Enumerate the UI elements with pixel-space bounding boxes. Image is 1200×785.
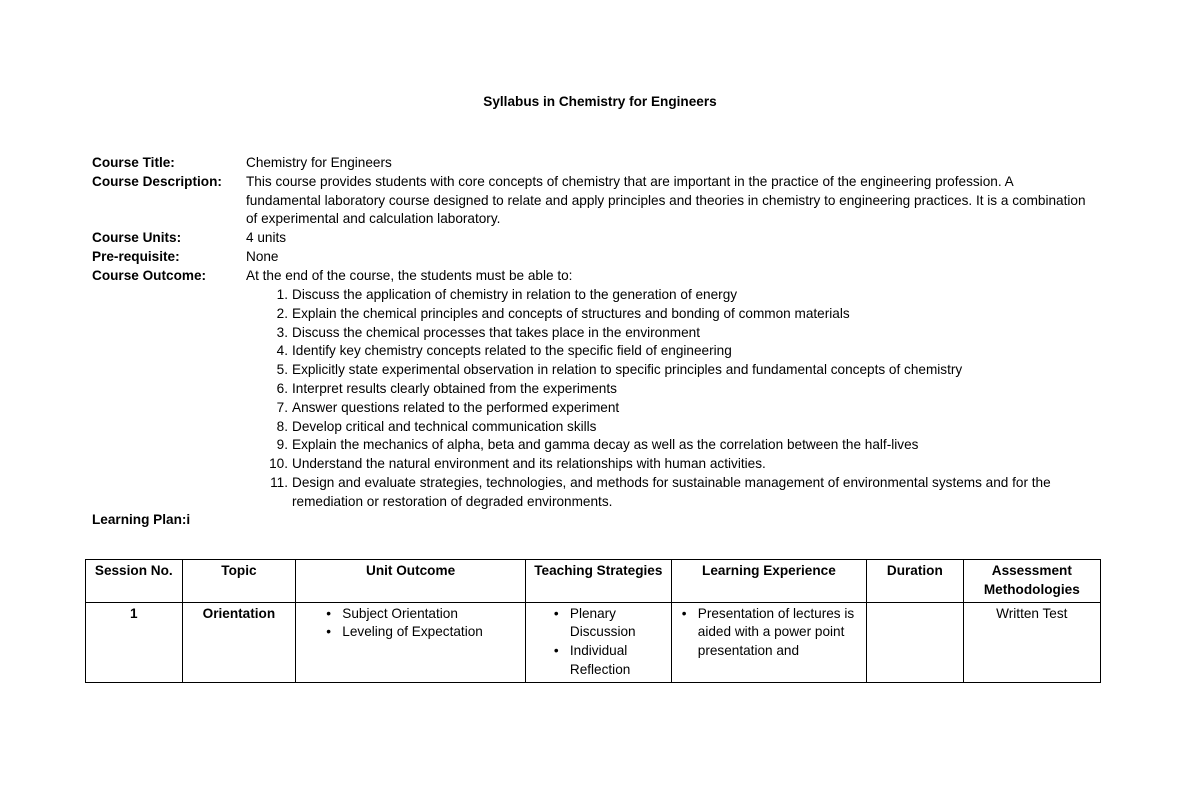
- learning-plan-label: Learning Plan:i: [92, 512, 191, 527]
- outcome-number: 2.: [276, 305, 288, 321]
- outcome-number: 7.: [276, 399, 288, 415]
- outcome-number: 4.: [276, 343, 288, 359]
- unit-outcome-item: • Subject Orientation: [320, 605, 521, 624]
- course-units-value: 4 units: [246, 230, 287, 245]
- cell-assessment: Written Test: [963, 602, 1100, 682]
- prerequisite-label: Pre-requisite:: [92, 249, 180, 264]
- teaching-strategies-list: [548, 605, 667, 680]
- outcome-text: Discuss the application of chemistry in relation to the generation of energy: [292, 287, 738, 302]
- course-title-label: Course Title:: [92, 155, 175, 170]
- cell-unit-outcome: [296, 602, 526, 682]
- header-session-no: Session No.: [86, 560, 183, 603]
- teaching-strategy-item: • Plenary Discussion: [548, 605, 667, 643]
- course-units-label: Course Units:: [92, 230, 182, 245]
- course-description-value: This course provides students with core concepts of chemistry that are important in the practice of the engineering profession. A fundamental laboratory course designed to relate and apply principles and theories in chemistry to engineering practices. It is a combination of experimental and calculation laboratory.: [246, 174, 1086, 227]
- course-outcome-intro: At the end of the course, the students must be able to:: [246, 268, 573, 283]
- outcome-text: Discuss the chemical processes that takes place in the environment: [292, 324, 701, 340]
- header-unit-outcome: Unit Outcome: [296, 560, 526, 603]
- document-title: Syllabus in Chemistry for Engineers: [483, 94, 717, 109]
- outcome-text: Explain the mechanics of alpha, beta and gamma decay as well as the correlation between the half-lives: [292, 437, 919, 453]
- cell-topic: Orientation: [182, 602, 296, 682]
- cell-session-no: 1: [86, 602, 183, 682]
- outcome-item: [270, 361, 1090, 380]
- table-header-row: [86, 560, 1101, 603]
- course-description-label: Course Description:: [92, 174, 222, 189]
- unit-outcome-list: [320, 605, 521, 643]
- header-topic: Topic: [182, 560, 296, 603]
- cell-duration: [867, 602, 964, 682]
- header-teaching-strategies: Teaching Strategies: [525, 560, 671, 603]
- outcome-item: [270, 324, 1090, 343]
- course-outcome-list: [270, 286, 1090, 512]
- outcome-item: [270, 436, 1090, 455]
- outcome-number: 11.: [270, 474, 288, 490]
- table-row: [86, 602, 1101, 682]
- header-assessment: Assessment Methodologies: [963, 560, 1100, 603]
- learning-experience-list: [676, 605, 862, 661]
- outcome-text: Understand the natural environment and its relationships with human activities.: [292, 456, 766, 472]
- learning-plan-table: [85, 559, 1101, 683]
- course-title-value: Chemistry for Engineers: [246, 155, 392, 170]
- teaching-strategy-item: • Individual Reflection: [548, 642, 667, 680]
- outcome-item: [270, 474, 1090, 512]
- cell-teaching-strategies: [525, 602, 671, 682]
- outcome-number: 1.: [276, 287, 288, 302]
- outcome-item: [270, 399, 1090, 418]
- unit-outcome-item: • Leveling of Expectation: [320, 623, 521, 642]
- outcome-item: [270, 455, 1090, 474]
- outcome-text: Explain the chemical principles and concepts of structures and bonding of common materials: [292, 305, 850, 321]
- outcome-text: Develop critical and technical communication skills: [292, 418, 597, 434]
- outcome-text: Design and evaluate strategies, technologies, and methods for sustainable management of environmental systems and for the remediation or restoration of degraded environments.: [292, 474, 1051, 509]
- outcome-item: [270, 418, 1090, 437]
- outcome-item: [270, 342, 1090, 361]
- outcome-number: 10.: [269, 456, 288, 472]
- outcome-text: Explicitly state experimental observation in relation to specific principles and fundamental concepts of chemistry: [292, 362, 963, 378]
- prerequisite-value: None: [246, 249, 279, 264]
- outcome-item: [270, 286, 1090, 305]
- outcome-text: Answer questions related to the performed experiment: [292, 399, 620, 415]
- outcome-text: Identify key chemistry concepts related to the specific field of engineering: [292, 343, 732, 359]
- outcome-number: 6.: [276, 380, 288, 396]
- outcome-item: [270, 305, 1090, 324]
- outcome-number: 3.: [276, 324, 288, 340]
- course-outcome-label: Course Outcome:: [92, 268, 207, 283]
- outcome-number: 5.: [276, 362, 288, 378]
- outcome-item: [270, 380, 1090, 399]
- header-duration: Duration: [867, 560, 964, 603]
- outcome-text: Interpret results clearly obtained from the experiments: [292, 380, 617, 396]
- outcome-number: 8.: [276, 418, 288, 434]
- cell-learning-experience: [671, 602, 866, 682]
- learning-experience-item: • Presentation of lectures is aided with a power point presentation and: [676, 605, 862, 661]
- outcome-number: 9.: [276, 437, 288, 453]
- header-learning-experience: Learning Experience: [671, 560, 866, 603]
